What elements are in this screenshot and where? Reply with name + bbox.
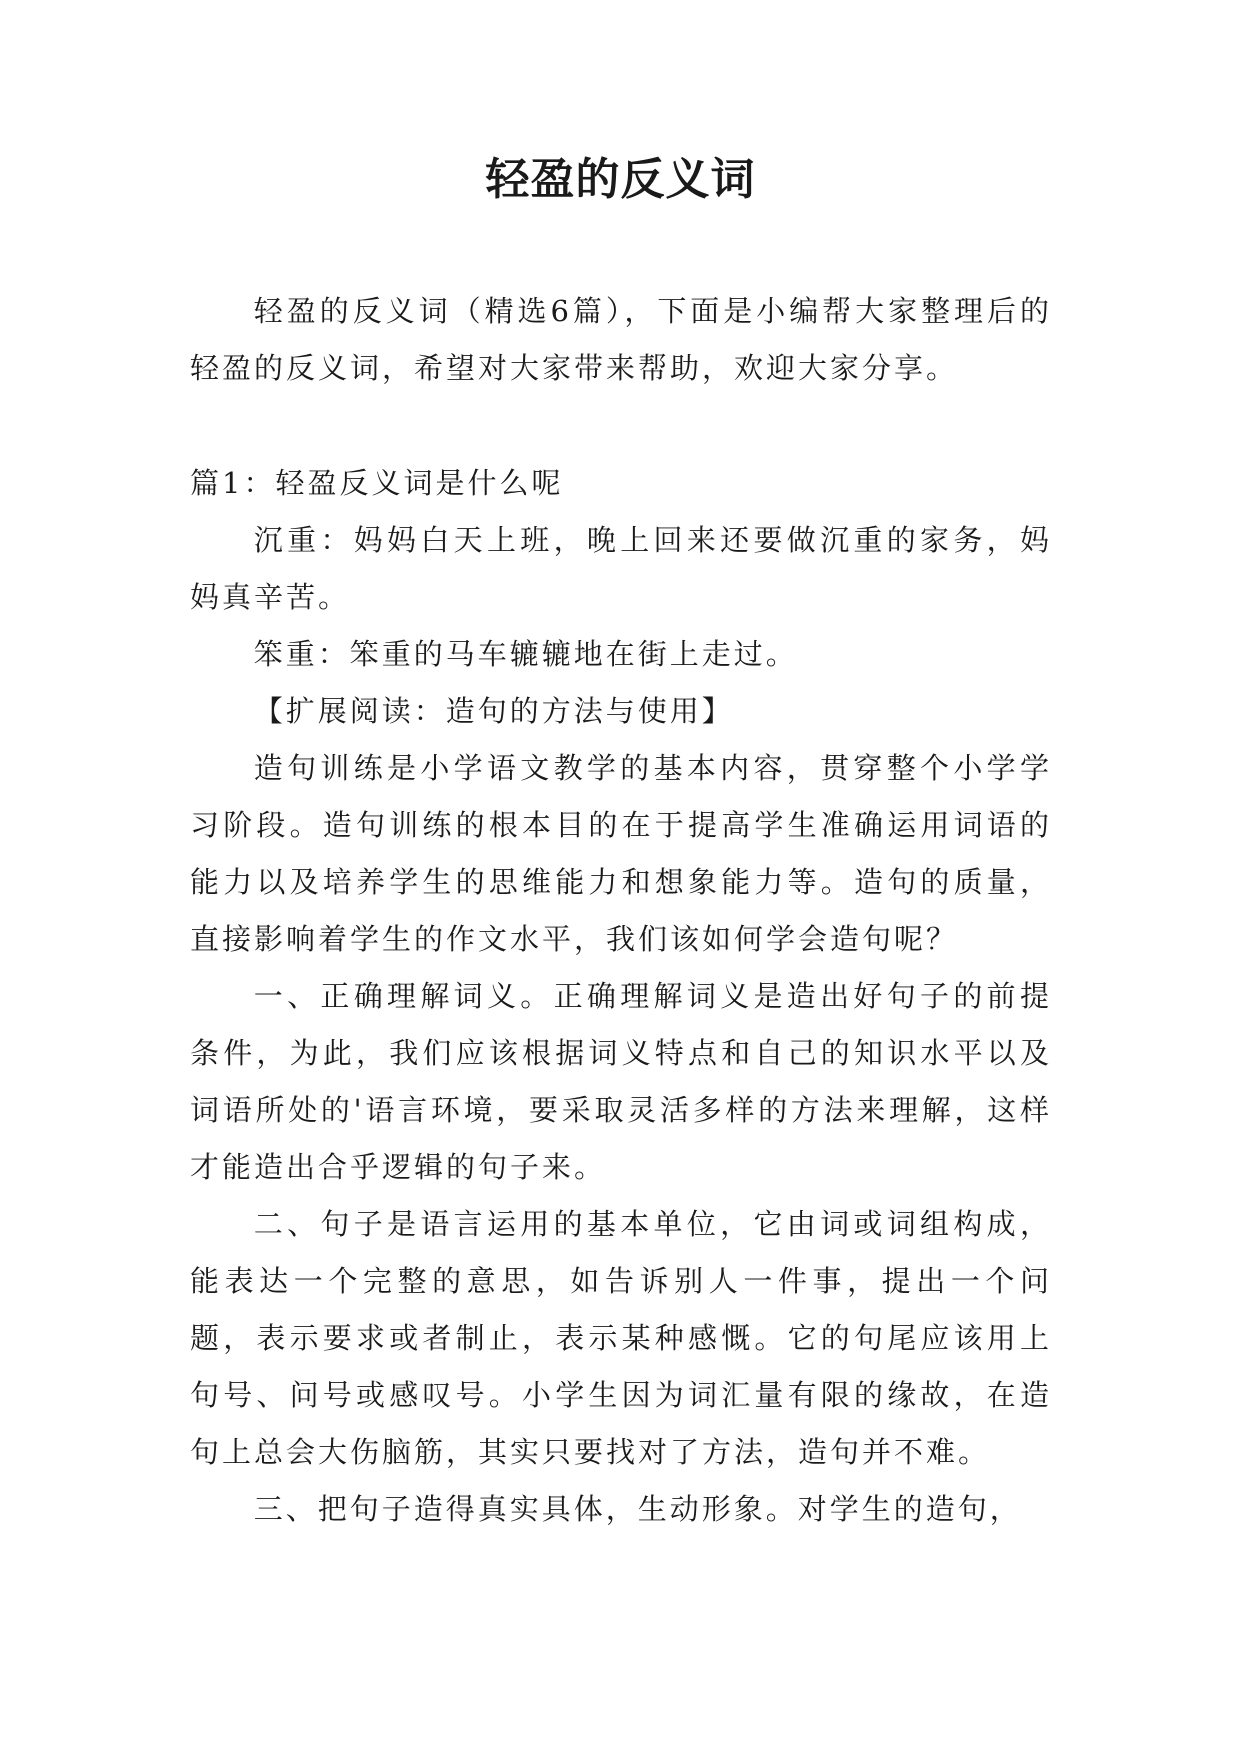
paragraph-sentence-training: 造句训练是小学语文教学的基本内容，贯穿整个小学学习阶段。造句训练的根本目的在于提高学生准确运用词语的能力以及培养学生的思维能力和想象能力等。造句的质量，直接影响着学生的作文水平，我们该如何学会造句呢？ xyxy=(190,751,1052,956)
intro-paragraph: 轻盈的反义词（精选6篇），下面是小编帮大家整理后的轻盈的反义词，希望对大家带来帮助，欢迎大家分享。 xyxy=(190,294,1052,385)
section-heading: 篇1：轻盈反义词是什么呢 xyxy=(190,466,564,500)
paragraph-benzhong: 笨重：笨重的马车辘辘地在街上走过。 xyxy=(253,637,798,671)
paragraph-point-one: 一、正确理解词义。正确理解词义是造出好句子的前提条件，为此，我们应该根据词义特点和自己的知识水平以及词语所处的'语言环境，要采取灵活多样的方法来理解，这样才能造出合乎逻辑的句子来。 xyxy=(190,979,1052,1184)
paragraph-spacer xyxy=(190,397,1052,455)
extended-reading-heading: 【扩展阅读：造句的方法与使用】 xyxy=(253,694,734,728)
paragraph-point-two: 二、句子是语言运用的基本单位，它由词或词组构成，能表达一个完整的意思，如告诉别人一件事，提出一个问题，表示要求或者制止，表示某种感慨。它的句尾应该用上句号、问号或感叹号。小学生因为词汇量有限的缘故，在造句上总会大伤脑筋，其实只要找对了方法，造句并不难。 xyxy=(190,1207,1052,1469)
document-title: 轻盈的反义词 xyxy=(485,154,756,205)
document-body xyxy=(190,283,1052,1538)
paragraph-point-three: 三、把句子造得真实具体，生动形象。对学生的造句， xyxy=(253,1492,1022,1526)
paragraph-chenzhong: 沉重：妈妈白天上班，晚上回来还要做沉重的家务，妈妈真辛苦。 xyxy=(190,523,1052,614)
